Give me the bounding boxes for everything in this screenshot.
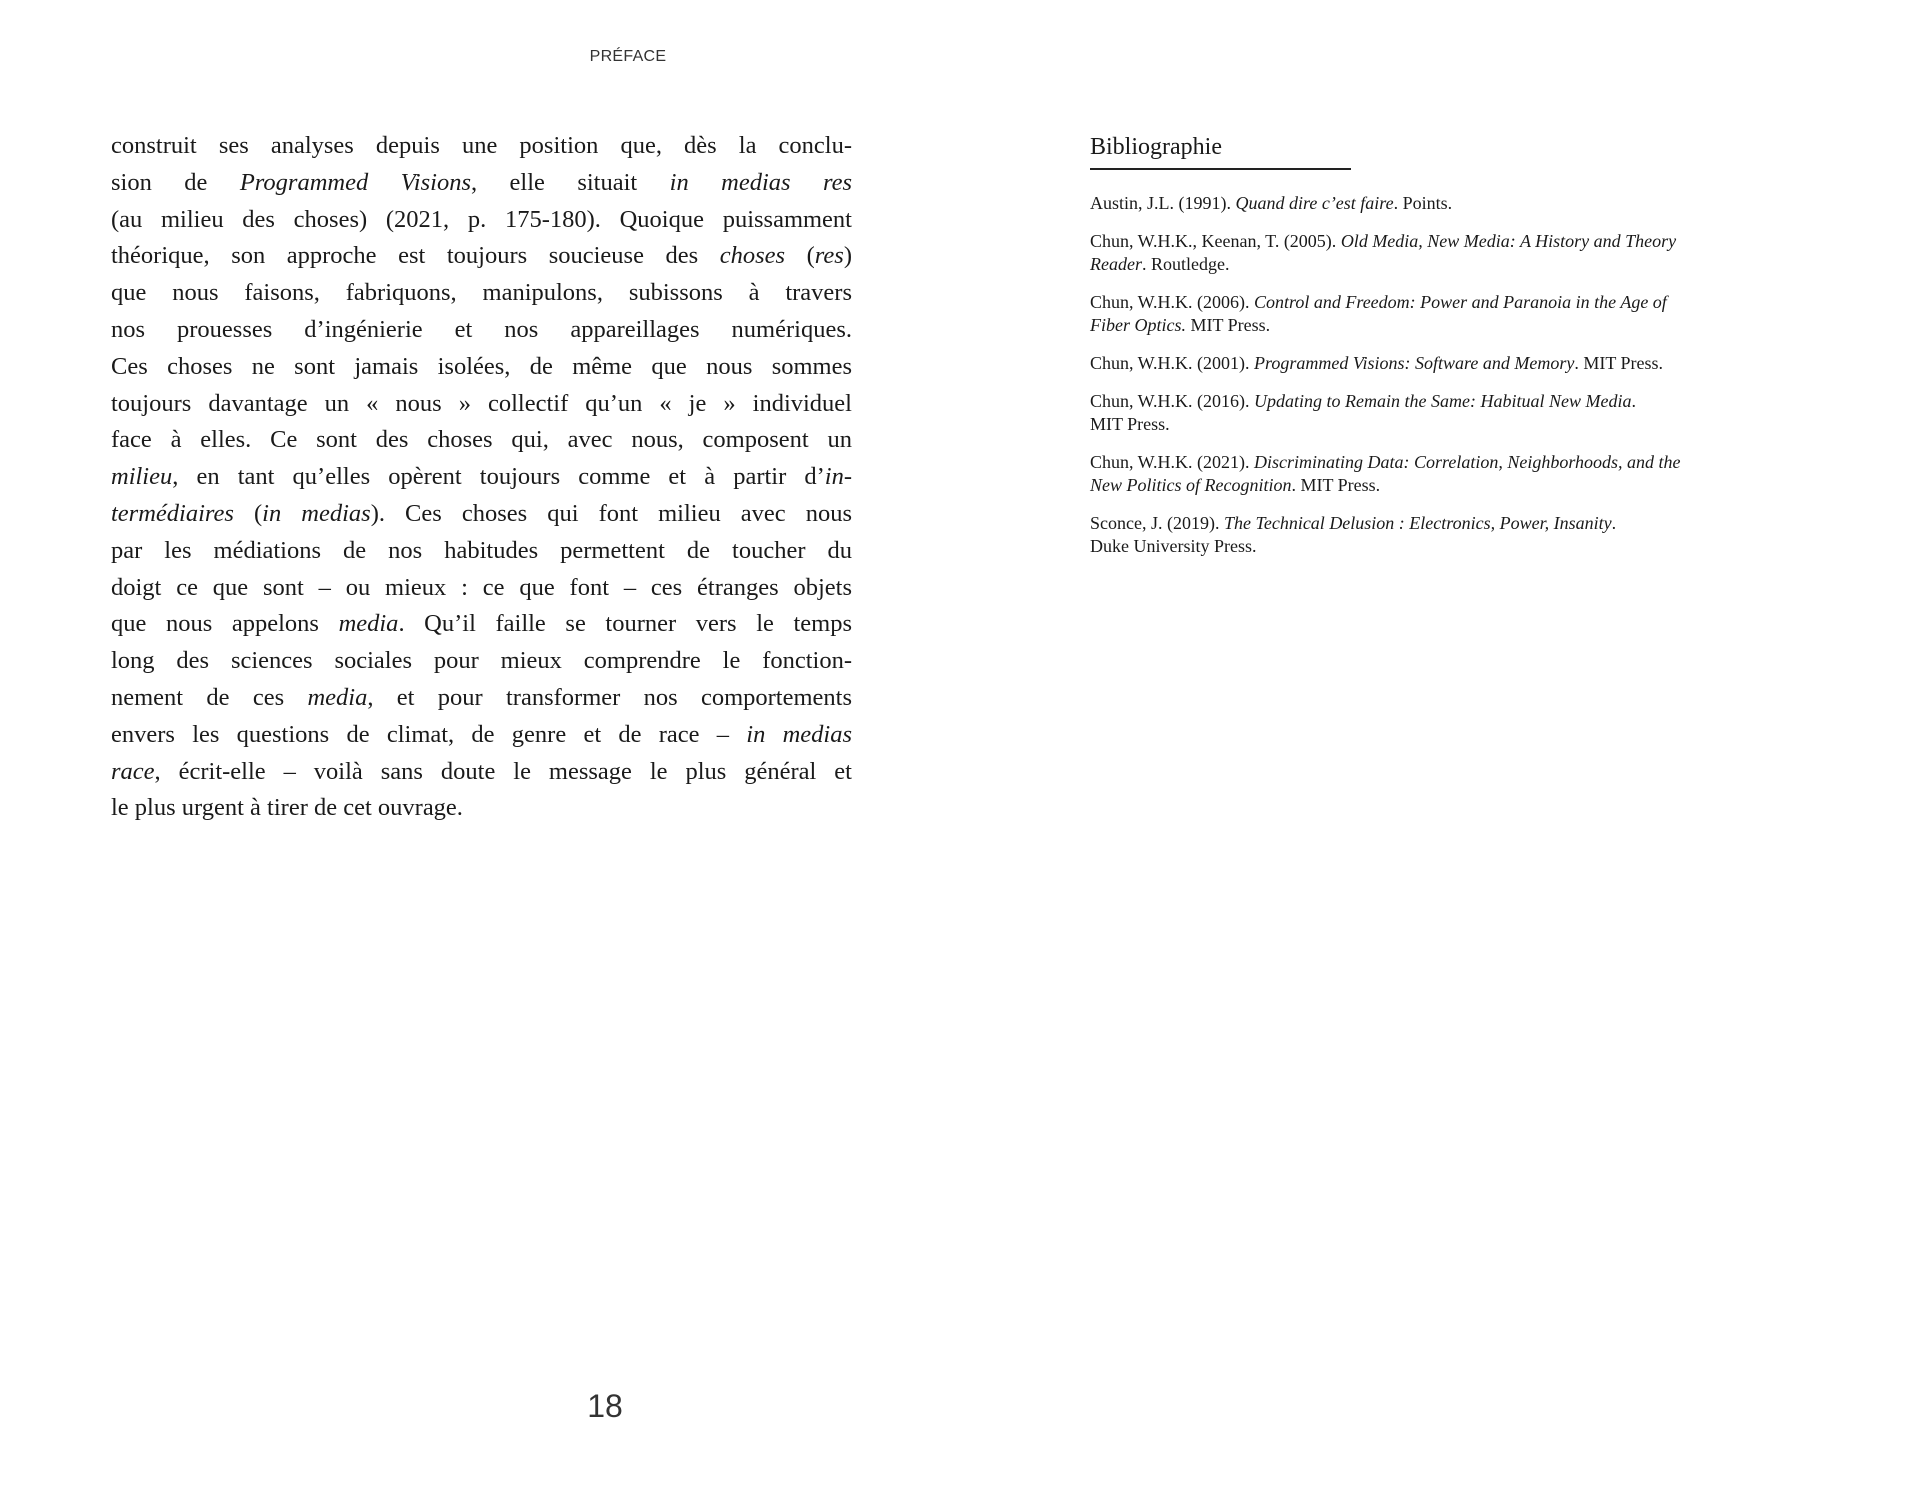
text-segment: ( (233, 499, 263, 527)
text-line (111, 165, 852, 202)
italic-text: The Technical Delusion : Electronics, Power, Insanity (1223, 513, 1612, 533)
text-line (111, 533, 852, 570)
italic-text: Fiber Optics. (1090, 315, 1186, 335)
italic-text: Updating to Remain the Same: Habitual New Media (1254, 391, 1632, 411)
text-segment: face à elles. Ce sont des choses qui, avec nous, composent un (111, 426, 852, 454)
entry-line (1090, 314, 1830, 337)
text-segment: doigt ce que sont – ou mieux : ce que font – ces étranges objets (111, 573, 852, 601)
text-line (111, 643, 852, 680)
bibliography-entry (1090, 451, 1830, 497)
text-line (111, 202, 852, 239)
bibliography-entry (1090, 390, 1830, 436)
text-line (111, 312, 852, 349)
italic-text: Old Media, New Media: A History and Theory (1340, 231, 1677, 251)
text-segment: , écrit-elle – voilà sans doute le message le plus général et (154, 757, 852, 785)
text-segment: ). Ces choses qui font milieu avec nous (370, 499, 852, 527)
text-segment: Sconce, J. (2019). (1090, 513, 1224, 533)
text-segment: . (1611, 513, 1617, 533)
entry-line (1090, 474, 1830, 497)
bibliography-entry (1090, 352, 1830, 375)
text-segment: . (1631, 391, 1636, 411)
italic-text: Programmed Visions (239, 168, 471, 196)
italic-text: in medias (262, 499, 371, 527)
bibliography (1090, 131, 1830, 573)
text-segment: par les médiations de nos habitudes permettent de toucher du (111, 536, 852, 564)
text-segment: . MIT Press. (1291, 475, 1381, 495)
bibliography-entry (1090, 192, 1830, 215)
text-segment: Ces choses ne sont jamais isolées, de même que nous sommes (111, 352, 852, 380)
text-line (111, 459, 852, 496)
text-line (111, 238, 852, 275)
italic-text: choses (719, 242, 786, 270)
text-segment: Duke University Press. (1090, 536, 1257, 556)
italic-text: media (338, 610, 399, 638)
text-segment: toujours davantage un « nous » collectif qu’un « je » individuel (111, 389, 852, 417)
italic-text: Programmed Visions: Software and Memory (1254, 353, 1575, 373)
text-segment: , en tant qu’elles opèrent toujours comme et à partir d’ (172, 463, 825, 491)
text-line (111, 128, 852, 165)
italic-text: race (111, 757, 155, 785)
italic-text: media (307, 683, 368, 711)
preface-body-text (111, 128, 852, 827)
text-line (111, 717, 852, 754)
text-segment: que nous faisons, fabriquons, manipulons, subissons à travers (111, 279, 852, 307)
text-line (111, 386, 852, 423)
text-line (111, 349, 852, 386)
entry-line (1090, 390, 1830, 413)
italic-text: in medias res (669, 168, 853, 196)
text-line (111, 275, 852, 312)
text-line (111, 570, 852, 607)
text-segment: . Points. (1393, 193, 1453, 213)
italic-text: termédiaires (111, 499, 234, 527)
text-line (111, 606, 852, 643)
italic-text: New Politics of Recognition (1090, 475, 1292, 495)
italic-text: milieu (111, 463, 173, 491)
text-segment: nos prouesses d’ingénierie et nos appareillages numériques. (111, 315, 852, 343)
text-segment: sion de (111, 168, 240, 196)
bibliography-entry (1090, 512, 1830, 558)
text-segment: . MIT Press. (1574, 353, 1664, 373)
entry-line (1090, 451, 1830, 474)
text-segment: , elle situait (470, 168, 670, 196)
text-segment: théorique, son approche est toujours soucieuse des (111, 242, 720, 270)
italic-text: Quand dire c’est faire (1235, 193, 1394, 213)
text-segment: . Routledge. (1141, 254, 1230, 274)
text-segment: Chun, W.H.K. (2016). (1090, 391, 1255, 411)
bibliography-title-rule (1090, 168, 1351, 170)
entry-line (1090, 413, 1830, 436)
running-head: PRÉFACE (589, 48, 667, 65)
entry-line (1090, 535, 1830, 558)
text-segment: MIT Press. (1186, 315, 1271, 335)
text-segment: le plus urgent à tirer de cet ouvrage. (111, 794, 463, 822)
entry-line (1090, 512, 1830, 535)
text-segment: ( (785, 242, 815, 270)
text-segment: Austin, J.L. (1991). (1090, 193, 1236, 213)
text-segment: que nous appelons (111, 610, 339, 638)
entry-line (1090, 352, 1830, 375)
text-segment: (au milieu des choses) (2021, p. 175-180). Quoique puissamment (111, 205, 852, 233)
text-line (111, 790, 852, 827)
text-segment: . Qu’il faille se tourner vers le temps (398, 610, 852, 638)
italic-text: res (814, 242, 844, 270)
text-segment: Chun, W.H.K. (2021). (1090, 452, 1255, 472)
text-segment: Chun, W.H.K. (2006). (1090, 292, 1255, 312)
text-line (111, 680, 852, 717)
entry-line (1090, 230, 1830, 253)
text-segment: Chun, W.H.K. (2001). (1090, 353, 1255, 373)
text-segment: Chun, W.H.K., Keenan, T. (2005). (1090, 231, 1341, 251)
text-line (111, 496, 852, 533)
entry-line (1090, 291, 1830, 314)
italic-text: Discriminating Data: Correlation, Neighborhoods, and the (1254, 452, 1681, 472)
text-segment: , et pour transformer nos comportements (367, 683, 852, 711)
entry-line (1090, 253, 1830, 276)
text-segment: nement de ces (111, 683, 308, 711)
text-line (111, 754, 852, 791)
italic-text: Reader (1090, 254, 1142, 274)
bibliography-entry (1090, 230, 1830, 276)
italic-text: in medias (746, 720, 852, 748)
bibliography-entry (1090, 291, 1830, 337)
text-segment: MIT Press. (1090, 414, 1170, 434)
italic-text: in- (824, 463, 852, 491)
entry-line (1090, 192, 1830, 215)
page-number: 18 (587, 1388, 623, 1424)
italic-text: Control and Freedom: Power and Paranoia in the Age of (1254, 292, 1667, 312)
bibliography-entries (1090, 192, 1830, 558)
text-segment: construit ses analyses depuis une position que, dès la conclu- (111, 132, 852, 159)
bibliography-title: Bibliographie (1090, 134, 1222, 160)
text-line (111, 422, 852, 459)
text-segment: envers les questions de climat, de genre et de race – (111, 720, 747, 748)
text-segment: long des sciences sociales pour mieux comprendre le fonction- (111, 647, 852, 675)
text-segment: ) (843, 242, 852, 270)
